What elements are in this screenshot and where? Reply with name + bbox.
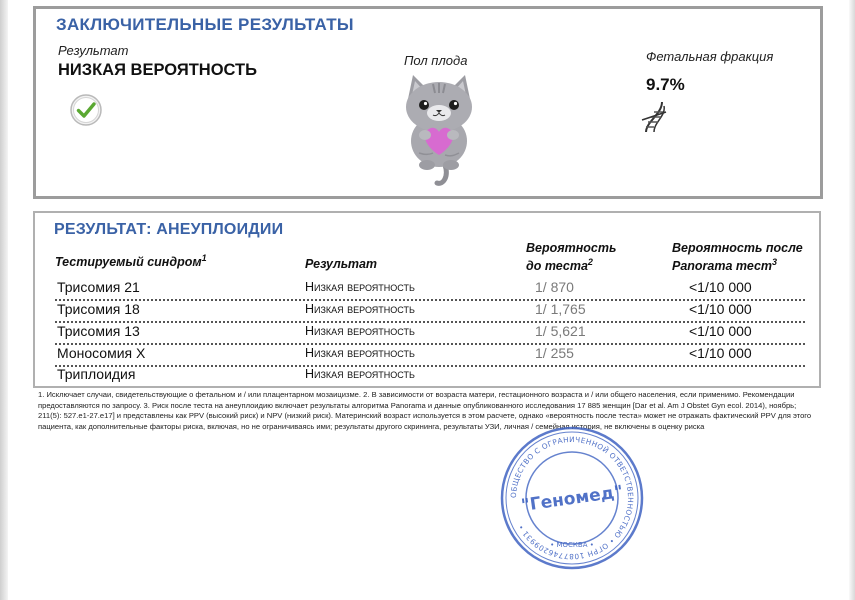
prior-risk-cell: 1/ 255 [535, 345, 574, 361]
stamp-company-name: "Геномед" [519, 481, 625, 517]
prior-risk-cell: 1/ 1,765 [535, 301, 586, 317]
result-cell: Низкая вероятность [305, 302, 415, 316]
stamp-ring-text: ОБЩЕСТВО С ОГРАНИЧЕННОЙ ОТВЕТСТВЕННОСТЬЮ • ОГРН 1087746209931 • [508, 434, 636, 562]
syndrome-cell: Триплоидия [57, 366, 136, 382]
post-risk-cell: <1/10 000 [689, 279, 752, 295]
company-stamp [497, 423, 647, 573]
header-syndrome: Тестируемый синдром$^1$ [55, 253, 207, 270]
footnote-text: 1. Исключает случаи, свидетельствующие о фетальном и / или плацентарном мозаицизме. 2. В зависимости от возраста матери, гестационного возраста и / или общего населения, если применимо. Рекомендации предоставляются по запросу. 3. Риск после теста на анеуплоидию включает результаты алгоритма Panorama и данные опубликованного исследования 17 885 женщин [Dar et al. Am J Obstet Gyn ecol. 2014), ноябрь; 211(5): 527.e1-27.e17] и представлены как PPV (высокий риск) и NPV (низкий риск). Материнский возраст используется в этом расчете, однако «вероятность после теста» может не отражать фактический PPV для этого пациента, как дополнительные факторы риска, включая, но не ограничиваясь ими; результаты другого скрининга, результаты УЗИ, личная / семейная история, не включены в оценку риска [38, 390, 812, 431]
cat-holding-heart-icon [393, 69, 485, 189]
table-row [55, 278, 805, 301]
post-risk-cell: <1/10 000 [689, 345, 752, 361]
aneuploidy-title: РЕЗУЛЬТАТ: АНЕУПЛОИДИИ [54, 221, 284, 238]
result-cell: Низкая вероятность [305, 346, 415, 360]
table-row [55, 322, 805, 345]
final-results-title: ЗАКЛЮЧИТЕЛЬНЫЕ РЕЗУЛЬТАТЫ [56, 15, 354, 34]
scan-edge-right [849, 0, 855, 600]
syndrome-cell: Трисомия 21 [57, 279, 140, 295]
stamp-city-text: • МОСКВА • [550, 541, 594, 549]
table-row [55, 300, 805, 323]
result-value: НИЗКАЯ ВЕРОЯТНОСТЬ [58, 61, 257, 79]
post-risk-cell: <1/10 000 [689, 301, 752, 317]
table-row [55, 344, 805, 367]
result-label: Результат [58, 43, 129, 58]
scan-edge-left [0, 0, 8, 600]
prior-risk-cell: 1/ 870 [535, 279, 574, 295]
fetal-fraction-value: 9.7% [646, 75, 685, 94]
syndrome-cell: Моносомия X [57, 345, 146, 361]
header-post-risk: Вероятность после Panorama тест$^3$ [672, 241, 803, 274]
result-cell: Низкая вероятность [305, 324, 415, 338]
final-results-panel [33, 6, 823, 199]
syndrome-cell: Трисомия 18 [57, 301, 140, 317]
fetal-fraction-label: Фетальная фракция [646, 49, 774, 64]
aneuploidy-panel [33, 211, 821, 388]
result-cell: Низкая вероятность [305, 367, 415, 381]
fetal-sex-label: Пол плода [404, 53, 468, 68]
table-row [55, 365, 805, 386]
syndrome-cell: Трисомия 13 [57, 323, 140, 339]
post-risk-cell: <1/10 000 [689, 323, 752, 339]
result-cell: Низкая вероятность [305, 280, 415, 294]
check-icon [69, 93, 103, 127]
prior-risk-cell: 1/ 5,621 [535, 323, 586, 339]
dna-icon [640, 100, 668, 134]
header-result: Результат [305, 257, 378, 271]
header-prior-risk: Вероятность до теста$^2$ [526, 241, 617, 274]
